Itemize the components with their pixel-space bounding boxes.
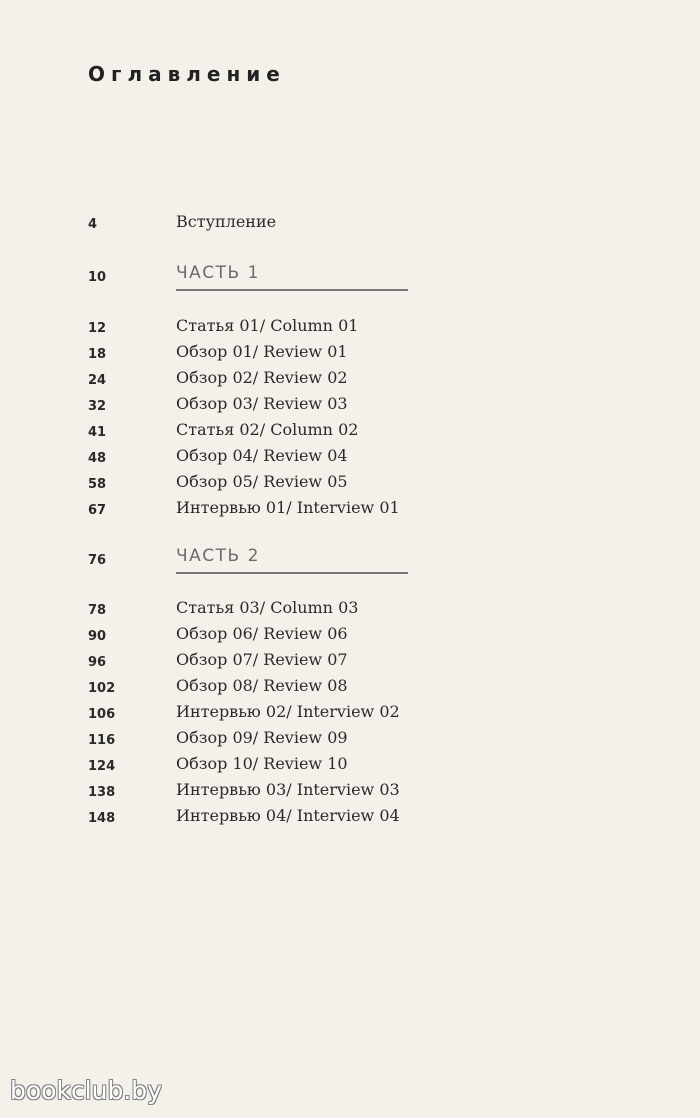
toc-page-number: 67: [88, 503, 107, 518]
toc-label: Обзор 05/ Review 05: [176, 472, 348, 491]
section-divider: [176, 289, 408, 291]
toc-page-number: 124: [88, 759, 116, 774]
toc-label: Статья 02/ Column 02: [176, 420, 359, 439]
toc-label: Интервью 03/ Interview 03: [176, 780, 400, 799]
toc-page-number: 18: [88, 347, 107, 362]
toc-entry: [0, 650, 700, 672]
toc-page-number: 24: [88, 373, 107, 388]
toc-page-number: 78: [88, 603, 107, 618]
toc-label: Интервью 01/ Interview 01: [176, 498, 400, 517]
toc-page-number: 41: [88, 425, 107, 440]
toc-entry: [0, 780, 700, 802]
toc-page-number: 138: [88, 785, 116, 800]
toc-page-number: 12: [88, 321, 107, 336]
toc-entry: [0, 342, 700, 364]
toc-entry: [0, 754, 700, 776]
toc-page-number: 4: [88, 217, 98, 232]
toc-label: Обзор 09/ Review 09: [176, 728, 348, 747]
section-divider: [176, 572, 408, 574]
toc-entry: [0, 472, 700, 494]
section-title: ЧАСТЬ 1: [176, 263, 260, 283]
toc-page-number: 76: [88, 553, 107, 568]
toc-label: Обзор 02/ Review 02: [176, 368, 348, 387]
toc-page-number: 106: [88, 707, 116, 722]
site-watermark: bookclub.by: [10, 1076, 162, 1105]
toc-entry: [0, 368, 700, 390]
toc-page-number: 48: [88, 451, 107, 466]
section-title: ЧАСТЬ 2: [176, 546, 260, 566]
toc-page-number: 58: [88, 477, 107, 492]
toc-label: Интервью 04/ Interview 04: [176, 806, 400, 825]
section-heading-part-1: [0, 265, 700, 287]
toc-label: Интервью 02/ Interview 02: [176, 702, 400, 721]
toc-entry: [0, 420, 700, 442]
toc-entry: [0, 728, 700, 750]
toc-page-number: 102: [88, 681, 116, 696]
toc-entry: [0, 498, 700, 520]
toc-entry: [0, 598, 700, 620]
toc-entry-intro: [0, 212, 700, 234]
toc-label: Обзор 01/ Review 01: [176, 342, 348, 361]
toc-entry: [0, 316, 700, 338]
toc-entry: [0, 624, 700, 646]
toc-page-number: 96: [88, 655, 107, 670]
toc-page-number: 116: [88, 733, 116, 748]
toc-entry: [0, 806, 700, 828]
toc-entry: [0, 702, 700, 724]
toc-label: Обзор 03/ Review 03: [176, 394, 348, 413]
toc-entry: [0, 446, 700, 468]
toc-page-number: 148: [88, 811, 116, 826]
toc-page-number: 10: [88, 270, 107, 285]
toc-page-number: 32: [88, 399, 107, 414]
toc-label: Статья 03/ Column 03: [176, 598, 359, 617]
toc-label: Обзор 06/ Review 06: [176, 624, 348, 643]
page-title: Оглавление: [88, 62, 286, 86]
toc-entry: [0, 394, 700, 416]
toc-label: Обзор 08/ Review 08: [176, 676, 348, 695]
section-heading-part-2: [0, 548, 700, 570]
toc-label: Обзор 07/ Review 07: [176, 650, 348, 669]
toc-label: Обзор 04/ Review 04: [176, 446, 348, 465]
toc-label: Обзор 10/ Review 10: [176, 754, 348, 773]
toc-label: Вступление: [176, 212, 277, 231]
toc-page-number: 90: [88, 629, 107, 644]
toc-entry: [0, 676, 700, 698]
toc-label: Статья 01/ Column 01: [176, 316, 359, 335]
